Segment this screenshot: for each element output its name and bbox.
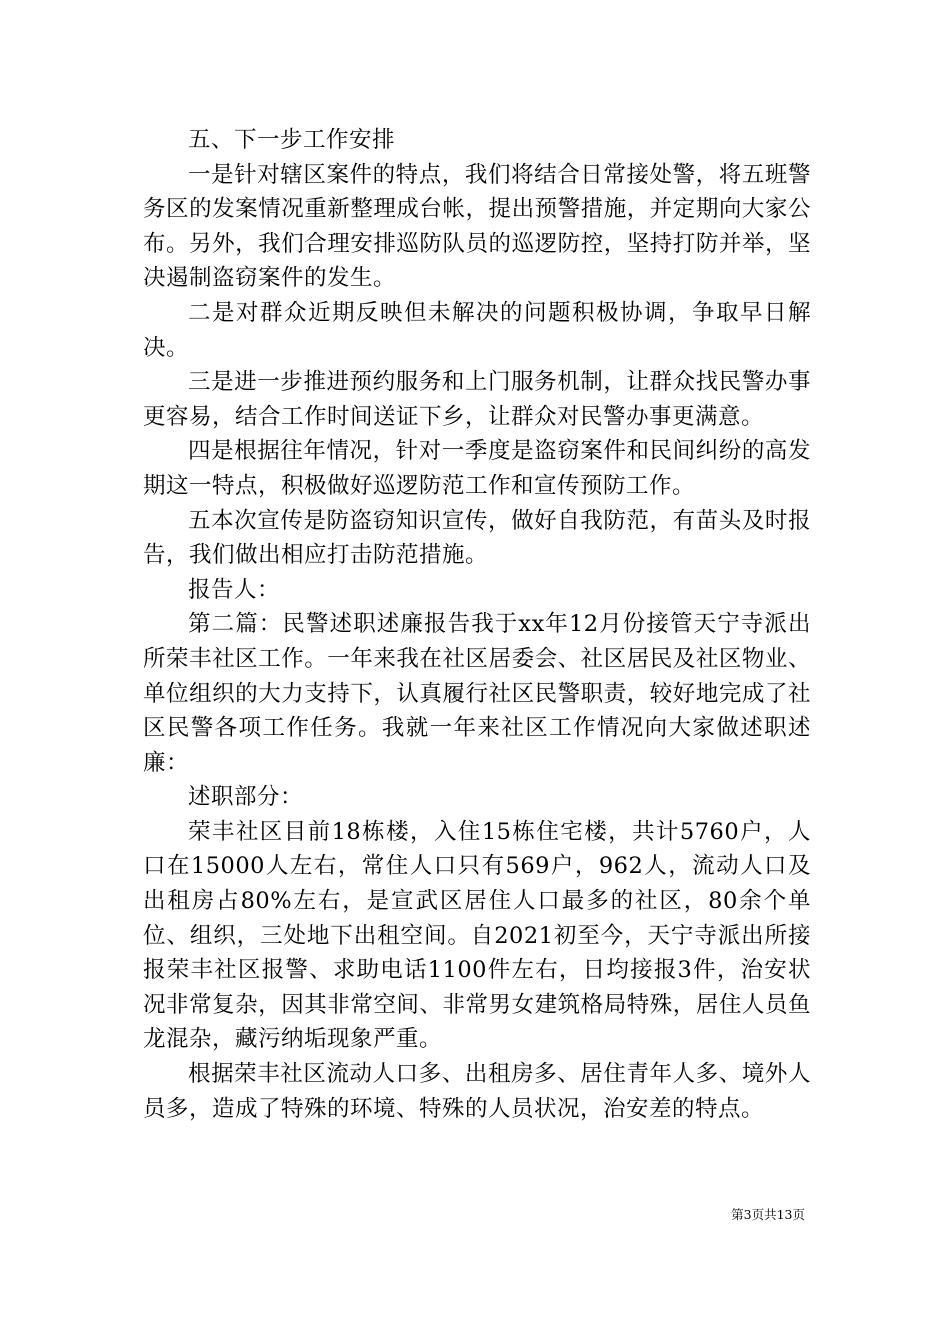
- paragraph: 第二篇：民警述职述廉报告我于xx年12月份接管天宁寺派出所荣丰社区工作。一年来我在社区居委会、社区居民及社区物业、单位组织的大力支持下，认真履行社区民警职责，较好地完成了社区民警各项工作任务。我就一年来社区工作情况向大家做述职述廉：: [143, 611, 811, 776]
- page-number: 第3页共13页: [731, 1207, 805, 1222]
- paragraph: 二是对群众近期反映但未解决的问题积极协调，争取早日解决。: [143, 299, 811, 361]
- paragraph: 荣丰社区目前18栋楼，入住15栋住宅楼，共计5760户，人口在15000人左右，常住人口只有569户，962人，流动人口及出租房占80%左右，是宣武区居住人口最多的社区，80余个单位、组织，三处地下出租空间。自2021初至今，天宁寺派出所接报荣丰社区报警、求助电话1100件左右，日均接报3件，治安状况非常复杂，因其非常空间、非常男女建筑格局特殊，居住人员鱼龙混杂，藏污纳垢现象严重。: [143, 818, 811, 1053]
- reporter-line: 报告人：: [188, 576, 281, 603]
- paragraph: 三是进一步推进预约服务和上门服务机制，让群众找民警办事更容易，结合工作时间送证下乡，让群众对民警办事更满意。: [143, 369, 811, 430]
- paragraph: 根据荣丰社区流动人口多、出租房多、居住青年人多、境外人员多，造成了特殊的环境、特殊的人员状况，治安差的特点。: [143, 1061, 811, 1122]
- section-heading: 五、下一步工作安排: [188, 127, 396, 153]
- paragraph: 四是根据往年情况，针对一季度是盗窃案件和民间纠纷的高发期这一特点，积极做好巡逻防范工作和宣传预防工作。: [143, 438, 811, 499]
- paragraph: 五本次宣传是防盗窃知识宣传，做好自我防范，有苗头及时报告，我们做出相应打击防范措施。: [143, 507, 811, 569]
- document-body: [143, 123, 811, 1126]
- paragraph: 一是针对辖区案件的特点，我们将结合日常接处警，将五班警务区的发案情况重新整理成台帐，提出预警措施，并定期向大家公布。另外，我们合理安排巡防队员的巡逻防控，坚持打防并举，坚决遏制盗窃案件的发生。: [143, 161, 811, 292]
- subsection-heading: 述职部分：: [188, 784, 304, 811]
